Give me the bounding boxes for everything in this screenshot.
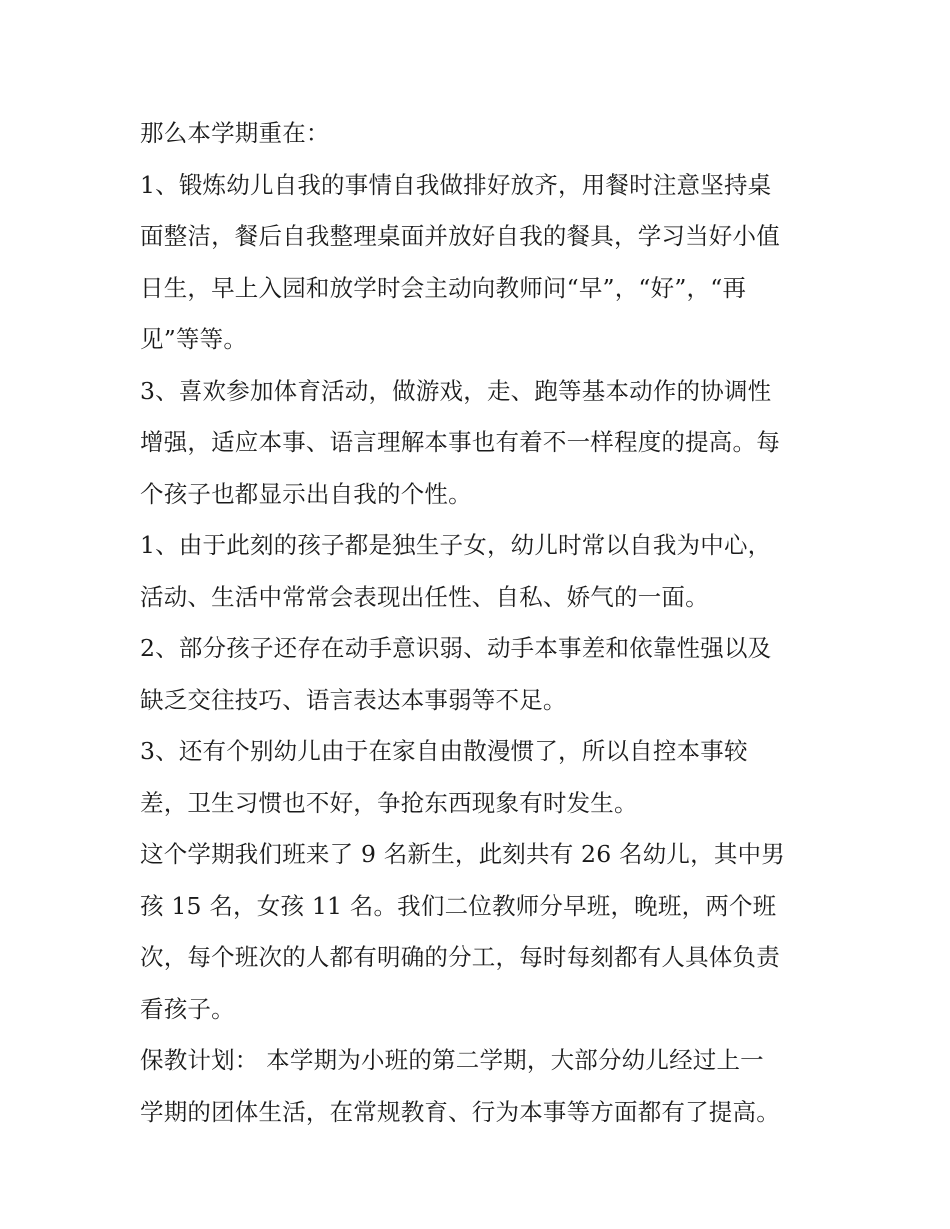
text-body <box>140 108 820 1138</box>
text-line: 1、锻炼幼儿自我的事情自我做排好放齐，用餐时注意坚持桌 <box>140 170 772 199</box>
text-line: 2、部分孩子还存在动手意识弱、动手本事差和依靠性强以及 <box>140 634 772 662</box>
text-line: 3、喜欢参加体育活动，做游戏，走、跑等基本动作的协调性 <box>140 376 772 405</box>
text-line: 看孩子。 <box>140 994 235 1023</box>
text-line: 见”等等。 <box>140 325 248 353</box>
text-line: 保教计划： 本学期为小班的第二学期，大部分幼儿经过上一 <box>140 1046 764 1074</box>
text-line: 增强，适应本事、语言理解本事也有着不一样程度的提高。每 <box>140 428 780 456</box>
text-line: 日生，早上入园和放学时会主动向教师问“早”，“好”，“再 <box>140 273 747 302</box>
text-line: 缺乏交往技巧、语言表达本事弱等不足。 <box>140 685 567 714</box>
text-line: 这个学期我们班来了 9 名新生，此刻共有 26 名幼儿，其中男 <box>140 840 785 868</box>
text-line: 学期的团体生活，在常规教育、行为本事等方面都有了提高。 <box>140 1097 780 1126</box>
text-line: 差，卫生习惯也不好，争抢东西现象有时发生。 <box>140 788 638 817</box>
text-line: 3、还有个别幼儿由于在家自由散漫惯了，所以自控本事较 <box>140 737 748 765</box>
text-line: 1、由于此刻的孩子都是独生子女，幼儿时常以自我为中心， <box>140 531 772 559</box>
text-line: 个孩子也都显示出自我的个性。 <box>140 479 472 508</box>
text-line: 那么本学期重在： <box>140 119 330 147</box>
text-line: 孩 15 名，女孩 11 名。我们二位教师分早班，晚班，两个班 <box>140 891 777 920</box>
text-line: 活动、生活中常常会表现出任性、自私、娇气的一面。 <box>140 582 709 611</box>
text-line: 次，每个班次的人都有明确的分工，每时每刻都有人具体负责 <box>140 943 780 971</box>
text-line: 面整洁，餐后自我整理桌面并放好自我的餐具，学习当好小值 <box>140 222 780 250</box>
